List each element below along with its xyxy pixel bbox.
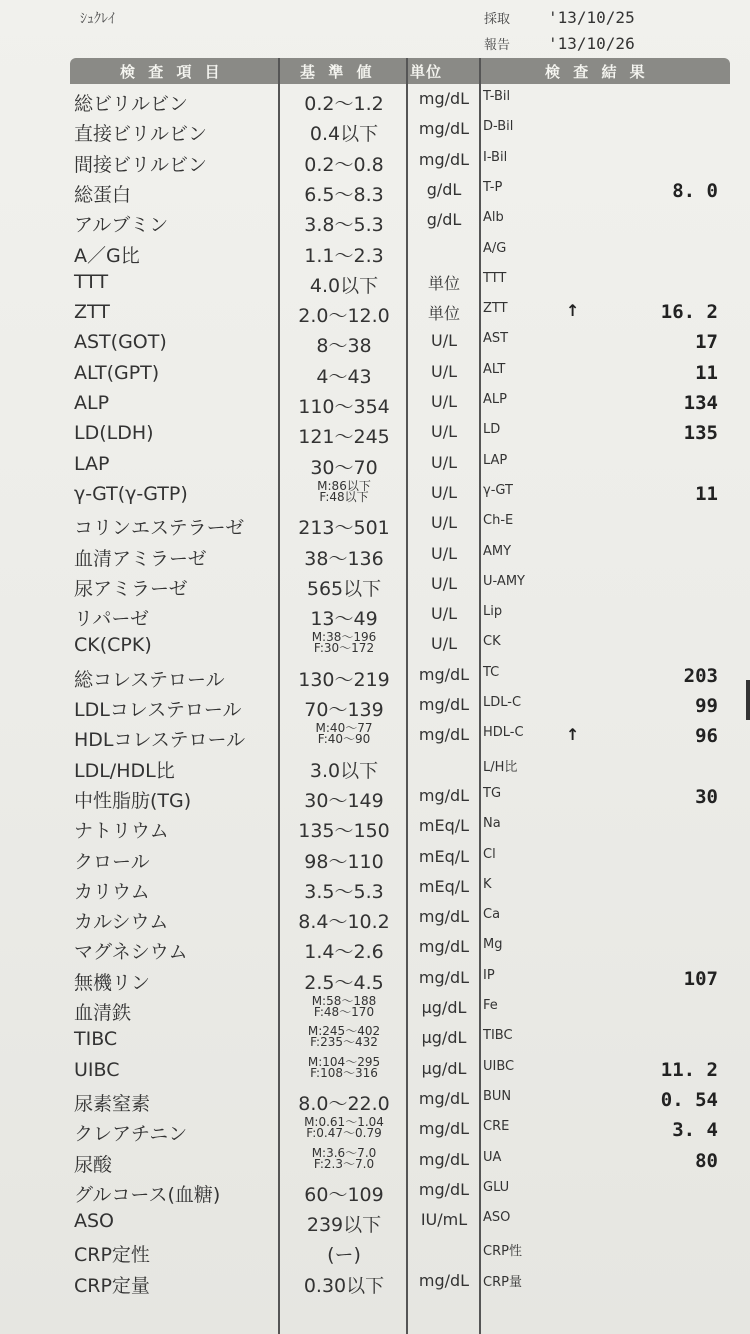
reference-range-line: M:38〜196 [311,630,377,645]
test-name: ALT(GPT) [74,361,160,384]
reference-range-line-female: F:0.47〜0.79 [306,1126,382,1141]
unit: U/L [430,482,457,502]
result-value: 17 [695,331,718,354]
reference-range [282,331,406,358]
test-name: カルシウム [74,911,169,934]
reference-range [282,513,406,540]
unit: mg/dL [418,725,470,745]
result-value: 203 [683,664,718,687]
test-code: TTT [483,270,507,286]
unit: mEq/L [418,816,470,836]
reference-range-line-female: F:48〜170 [313,1005,375,1019]
table-row [0,1025,750,1054]
unit: U/L [430,361,457,381]
column-header-item: 検 査 項 目 [120,63,224,81]
reference-range [282,968,406,995]
table-row [0,116,750,145]
test-name: LDLコレステロール [74,699,242,721]
test-code: GLU [483,1179,510,1195]
table-row [0,571,750,600]
reference-range-line: 1.1〜2.3 [304,244,384,267]
table-row [0,631,750,660]
test-code: LDL-C [483,695,522,710]
reference-range-line: 8〜38 [316,335,372,358]
test-name: AST(GOT) [74,331,167,354]
reference-range [282,907,406,934]
test-name: γ-GT(γ-GTP) [74,482,188,505]
reference-range [282,1089,406,1116]
unit: U/L [430,573,457,593]
test-code: AST [483,331,509,347]
test-name: カリウム [74,880,150,903]
test-code: Alb [483,210,504,226]
reference-range-line: 3.8〜5.3 [304,214,384,237]
test-name: クロール [74,850,150,873]
test-code: D-Bil [483,119,514,135]
result-value: 30 [695,785,718,808]
result-value: 96 [695,725,718,748]
test-code: CRP量 [483,1274,522,1290]
test-name: 直接ビリルビン [74,123,208,146]
reference-range-line: 4〜43 [316,365,372,388]
reference-range [282,301,406,328]
unit: U/L [430,543,457,563]
table-row [0,450,750,479]
reference-range [282,392,406,419]
reference-range [282,665,406,692]
test-name: TTT [74,270,109,293]
collect-label: 採取 [484,12,511,27]
table-row [0,207,750,236]
test-name: 血清アミラーゼ [74,547,207,570]
table-row [0,783,750,812]
reference-range-line: 13〜49 [310,608,378,631]
reference-range [282,695,406,722]
result-value: 11 [695,482,718,505]
report-label: 報告 [484,38,511,53]
unit: μg/dL [421,1028,467,1048]
reference-range-line: 30〜70 [310,456,378,479]
reference-range-line: 2.0〜12.0 [298,305,390,328]
unit: μg/dL [421,1058,467,1078]
test-name: 無機リン [74,971,151,994]
test-code: T-P [483,179,503,195]
reference-range [282,89,406,116]
reference-range [282,180,406,207]
test-name: 血清鉄 [74,1002,132,1024]
reference-range [282,574,406,601]
reference-range [282,544,406,571]
reference-range [282,723,406,745]
table-row [0,1086,750,1115]
reference-range-line: 3.0以下 [309,759,379,782]
reference-range [282,632,406,654]
test-code: ASO [483,1210,511,1226]
table-row [0,86,750,115]
table-row [0,268,750,297]
table-row [0,298,750,327]
reference-range-line: M:0.61〜1.04 [304,1115,384,1130]
table-row [0,328,750,357]
table-row [0,662,750,691]
test-code: A/G [483,240,507,256]
reference-range-line: 2.5〜4.5 [304,971,384,994]
reference-range-line: M:104〜295 [307,1054,381,1069]
table-row [0,1177,750,1206]
result-value: 0. 54 [660,1088,718,1111]
reference-range-line: 0.4以下 [309,123,379,146]
test-name: HDLコレステロール [74,729,246,752]
unit: μg/dL [421,998,467,1017]
reference-range-line-female: F:40〜90 [317,732,371,747]
unit: 単位 [427,273,460,293]
test-name: CK(CPK) [74,634,152,657]
test-code: LAP [483,452,508,468]
reference-range [282,816,406,843]
table-row [0,1147,750,1176]
reference-range-line: M:245〜402 [307,1024,381,1039]
reference-range-line: 3.5〜5.3 [304,880,384,903]
unit: U/L [430,392,457,411]
test-name: LD(LDH) [74,422,154,445]
table-row [0,1237,750,1266]
reference-range-line: 135〜150 [298,820,390,843]
reference-range [282,1271,406,1298]
table-row [0,601,750,630]
reference-range-line: 60〜109 [304,1183,384,1206]
table-row [0,541,750,570]
reference-range [282,362,406,389]
unit: mg/dL [418,1149,470,1169]
table-row [0,177,750,206]
reference-range-line: (ー) [327,1244,361,1267]
result-value: 16. 2 [660,301,718,324]
collect-date: '13/10/25 [548,8,635,27]
table-row [0,722,750,751]
reference-range [282,847,406,874]
test-code: HDL-C [483,725,524,741]
result-value: 99 [695,695,718,717]
table-row [0,934,750,963]
reference-range-line: 239以下 [306,1214,382,1237]
unit: mg/dL [418,1270,470,1290]
result-value: 11. 2 [660,1058,718,1081]
reference-range [282,422,406,449]
reference-range [282,937,406,964]
test-name: ASO [74,1210,115,1233]
result-value: 3. 4 [672,1119,718,1142]
test-name: 尿アミラーゼ [74,577,188,600]
test-name: アルブミン [74,214,169,237]
unit: g/dL [426,179,462,199]
page-edge-mark [746,680,750,720]
unit: mg/dL [418,785,470,805]
reference-range-line: 4.0以下 [309,274,379,297]
test-code: L/H比 [483,759,518,775]
test-code: TC [483,664,500,680]
unit: U/L [430,422,457,442]
result-value: 135 [683,422,718,445]
test-name: 中性脂肪(TG) [74,789,192,812]
table-row [0,419,750,448]
reference-range [282,1210,406,1237]
unit: g/dL [426,210,462,230]
test-code: CK [483,634,501,650]
result-value: 134 [683,392,718,414]
reference-range-line: M:58〜188 [311,994,377,1008]
reference-range-line-female: F:48以下 [319,489,369,504]
unit: mg/dL [418,1088,470,1108]
test-name: 尿素窒素 [74,1092,151,1115]
reference-range [282,271,406,298]
reference-range [282,1054,406,1080]
reference-range [282,1240,406,1267]
reference-range [282,150,406,177]
table-row [0,1116,750,1145]
test-code: Lip [483,604,503,620]
table-row [0,510,750,539]
unit: mg/dL [418,119,470,139]
test-name: 総ビリルビン [74,93,189,115]
reference-range-line: 213〜501 [298,517,390,540]
unit: mg/dL [418,967,470,987]
reference-range-line: M:40〜77 [315,721,373,736]
unit: mg/dL [418,937,470,957]
test-name: ナトリウム [74,820,169,843]
table-row [0,904,750,933]
reference-range-line-female: F:30〜172 [313,641,375,656]
reference-range-line-female: F:235〜432 [310,1035,378,1050]
test-name: ZTT [74,301,110,324]
test-name: LDL/HDL比 [74,759,175,782]
test-code: IP [483,967,495,983]
unit: mg/dL [418,89,470,108]
test-name: グルコース(血糖) [74,1183,221,1206]
table-row [0,238,750,267]
test-code: AMY [483,543,512,559]
unit: U/L [430,604,457,624]
test-name: UIBC [74,1058,120,1081]
table-row [0,813,750,842]
test-name: CRP定量 [74,1274,150,1297]
test-code: Cl [483,846,496,862]
reference-range-line: 98〜110 [304,850,384,873]
unit: mg/dL [418,1179,470,1199]
table-row [0,874,750,903]
column-header-unit: 単位 [410,63,443,81]
test-name: リパーゼ [74,608,150,631]
table-row [0,844,750,873]
test-code: ALP [483,392,507,407]
high-flag: ↑ [566,725,580,745]
result-value: 8. 0 [672,179,718,202]
test-code: CRP性 [483,1244,522,1260]
reference-range-line: 6.5〜8.3 [304,183,384,206]
test-name: CRP定性 [74,1244,150,1267]
test-code: Ca [483,907,501,923]
report-date: '13/10/26 [548,34,635,53]
reference-range-line: 0.30以下 [303,1274,385,1297]
test-code: TG [483,785,502,801]
reference-range-line: 0.2〜0.8 [304,153,384,176]
table-row [0,389,750,418]
unit: mEq/L [418,876,470,896]
reference-range [282,604,406,631]
table-header [70,58,730,84]
unit: mEq/L [418,846,470,866]
test-code: T-Bil [483,89,511,104]
reference-range [282,1180,406,1207]
unit: 単位 [427,304,460,324]
unit: U/L [430,452,457,472]
test-code: Mg [483,937,503,953]
unit: U/L [430,331,457,351]
reference-range-line-female: F:2.3〜7.0 [313,1156,375,1171]
column-header-reference: 基 準 値 [300,63,376,81]
reference-range-line: 121〜245 [298,426,390,449]
test-code: γ-GT [483,482,513,498]
reference-range-line: 8.4〜10.2 [298,911,390,934]
reference-range [282,756,406,783]
reference-range [282,1145,406,1171]
unit: mg/dL [418,664,470,684]
table-row [0,147,750,176]
table-row [0,995,750,1024]
unit: U/L [430,634,457,654]
test-name: LAP [74,452,110,475]
result-value: 80 [695,1149,718,1172]
header-left-label: ｼｭｸﾚｲ [80,11,115,27]
test-name: コリンエステラーゼ [74,517,245,540]
unit: mg/dL [418,695,470,714]
result-value: 11 [695,361,718,384]
reference-range [282,478,406,504]
reference-range [282,1117,406,1139]
reference-range [282,1026,406,1048]
test-code: CRE [483,1119,510,1135]
unit: mg/dL [418,149,470,169]
reference-range-line: 130〜219 [298,668,390,691]
test-code: K [483,876,492,892]
reference-range [282,877,406,904]
test-name: A／G比 [74,244,140,267]
test-code: UA [483,1149,502,1165]
result-value: 107 [683,967,718,990]
reference-range-line-female: F:108〜316 [310,1065,378,1080]
test-code: I-Bil [483,149,508,165]
table-row [0,1056,750,1085]
test-name: 尿酸 [74,1153,113,1176]
reference-range [282,241,406,268]
column-header-result: 検 査 結 果 [545,63,649,81]
reference-range [282,210,406,237]
test-code: Na [483,816,501,832]
reference-range [282,453,406,480]
table-row [0,1207,750,1236]
high-flag: ↑ [566,301,580,321]
unit: mg/dL [418,907,470,927]
table-row [0,753,750,782]
reference-range-line: 70〜139 [304,699,384,721]
test-name: 間接ビリルビン [74,153,208,176]
test-code: ALT [483,361,506,377]
test-code: LD [483,422,501,438]
reference-range-line: 110〜354 [298,396,390,418]
reference-range-line: 38〜136 [304,547,384,570]
unit: IU/mL [420,1210,468,1230]
test-code: UIBC [483,1058,515,1074]
test-name: 総蛋白 [74,183,132,206]
test-code: BUN [483,1088,512,1104]
test-name: クレアチニン [74,1123,188,1146]
test-name: 総コレステロール [74,668,225,691]
unit: U/L [430,513,457,533]
reference-range-line: 1.4〜2.6 [304,941,384,964]
table-row [0,359,750,388]
test-code: ZTT [483,301,508,317]
reference-range-line: M:86以下 [317,478,371,493]
reference-range-line: M:3.6〜7.0 [311,1145,377,1160]
test-name: マグネシウム [74,941,188,964]
table-row [0,1268,750,1297]
reference-range-line: 565以下 [306,577,382,600]
table-row [0,965,750,994]
reference-range [282,996,406,1018]
table-row [0,692,750,721]
reference-range [282,119,406,146]
reference-range-line: 8.0〜22.0 [298,1092,390,1115]
test-code: U-AMY [483,573,525,589]
test-code: Ch-E [483,513,514,529]
reference-range-line: 0.2〜1.2 [304,93,384,115]
reference-range [282,786,406,813]
test-code: TIBC [483,1028,513,1044]
unit: mg/dL [418,1119,470,1139]
reference-range-line: 30〜149 [304,789,384,812]
test-name: ALP [74,392,110,414]
test-name: TIBC [74,1028,118,1051]
test-code: Fe [483,998,498,1013]
table-row [0,480,750,509]
